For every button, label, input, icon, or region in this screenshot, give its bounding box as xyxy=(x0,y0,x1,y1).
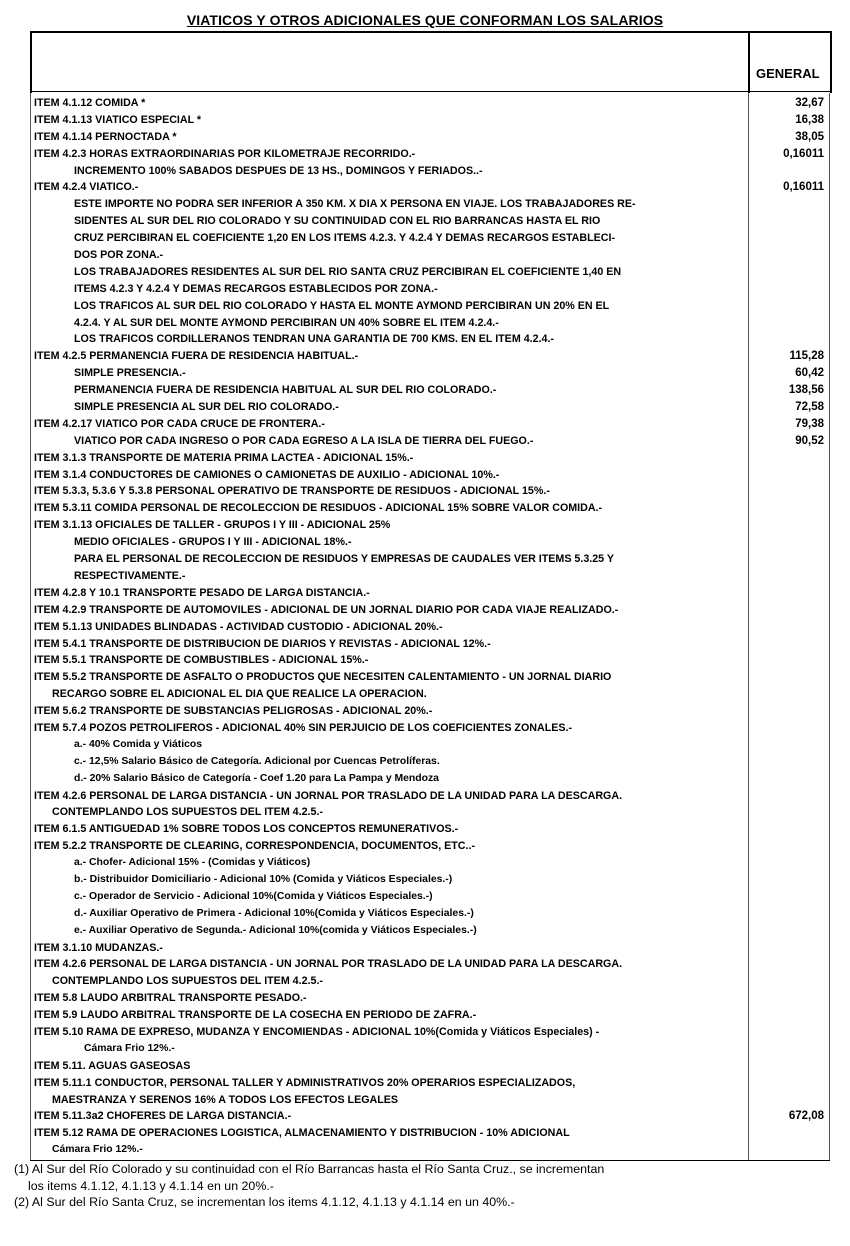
row-description: d.- Auxiliar Operativo de Primera - Adicional 10%(Comida y Viáticos Especiales.-) xyxy=(74,907,474,919)
page-title: VIATICOS Y OTROS ADICIONALES QUE CONFORMAN LOS SALARIOS xyxy=(186,12,664,28)
table-row xyxy=(30,112,830,129)
table-row xyxy=(30,1075,830,1092)
row-description: ITEM 5.12 RAMA DE OPERACIONES LOGISTICA, ALMACENAMIENTO Y DISTRIBUCION - 10% ADICIONAL xyxy=(34,1127,570,1140)
row-value: 72,58 xyxy=(795,401,824,414)
row-description: ITEM 4.2.4 VIATICO.- xyxy=(34,181,139,194)
table-row xyxy=(30,771,830,788)
table-row xyxy=(30,720,830,737)
row-value: 0,16011 xyxy=(783,181,824,194)
table-row xyxy=(30,281,830,298)
header-divider xyxy=(748,31,750,93)
row-description: SIMPLE PRESENCIA.- xyxy=(74,367,186,380)
row-value: 16,38 xyxy=(795,113,824,126)
row-description: ESTE IMPORTE NO PODRA SER INFERIOR A 350 KM. X DIA X PERSONA EN VIAJE. LOS TRABAJADORES RE- xyxy=(74,198,636,211)
table-row xyxy=(30,568,830,585)
row-description: ITEM 5.11.3a2 CHOFERES DE LARGA DISTANCIA.- xyxy=(34,1110,292,1123)
row-description: ITEM 5.11. AGUAS GASEOSAS xyxy=(34,1059,191,1072)
table-row xyxy=(30,1041,830,1058)
table-row xyxy=(30,95,830,112)
table-row xyxy=(30,889,830,906)
table-row xyxy=(30,923,830,940)
row-value: 60,42 xyxy=(795,367,824,380)
table-row xyxy=(30,1007,830,1024)
row-description: ITEM 4.2.3 HORAS EXTRAORDINARIAS POR KILOMETRAJE RECORRIDO.- xyxy=(34,147,416,160)
table-row xyxy=(30,838,830,855)
row-description: RESPECTIVAMENTE.- xyxy=(74,569,186,582)
table-row xyxy=(30,855,830,872)
row-value: 90,52 xyxy=(795,434,824,447)
salary-table xyxy=(30,31,830,1161)
table-row xyxy=(30,163,830,180)
row-description: PARA EL PERSONAL DE RECOLECCION DE RESIDUOS Y EMPRESAS DE CAUDALES VER ITEMS 5.3.25 Y xyxy=(74,553,615,566)
table-row xyxy=(30,821,830,838)
row-description: LOS TRAFICOS AL SUR DEL RIO COLORADO Y HASTA EL MONTE AYMOND PERCIBIRAN UN 20% EN EL xyxy=(74,299,610,312)
table-row xyxy=(30,517,830,534)
row-value: 79,38 xyxy=(795,417,824,430)
table-row xyxy=(30,129,830,146)
table-row xyxy=(30,973,830,990)
table-row xyxy=(30,1142,830,1159)
row-description: ITEM 4.2.5 PERMANENCIA FUERA DE RESIDENCIA HABITUAL.- xyxy=(34,350,359,363)
table-row xyxy=(30,483,830,500)
footnote-2-line-1: (2) Al Sur del Río Santa Cruz, se incrementan los items 4.1.12, 4.1.13 y 4.1.14 en un 40%.- xyxy=(14,1195,515,1210)
row-description: LOS TRAFICOS CORDILLERANOS TENDRAN UNA GARANTIA DE 700 KMS. EN EL ITEM 4.2.4.- xyxy=(74,333,554,346)
row-value: 0,16011 xyxy=(783,147,824,160)
table-row xyxy=(30,872,830,889)
table-row xyxy=(30,585,830,602)
table-row xyxy=(30,365,830,382)
row-description: MEDIO OFICIALES - GRUPOS I Y III - ADICIONAL 18%.- xyxy=(74,536,352,549)
row-description: ITEM 3.1.13 OFICIALES DE TALLER - GRUPOS I Y III - ADICIONAL 25% xyxy=(34,519,391,532)
row-description: RECARGO SOBRE EL ADICIONAL EL DIA QUE REALICE LA OPERACION. xyxy=(52,688,427,701)
row-description: ITEM 5.2.2 TRANSPORTE DE CLEARING, CORRESPONDENCIA, DOCUMENTOS, ETC..- xyxy=(34,840,476,853)
table-row xyxy=(30,940,830,957)
table-row xyxy=(30,264,830,281)
row-description: Cámara Frio 12%.- xyxy=(52,1144,143,1156)
row-description: ITEM 4.2.8 Y 10.1 TRANSPORTE PESADO DE LARGA DISTANCIA.- xyxy=(34,586,370,599)
row-description: ITEM 6.1.5 ANTIGUEDAD 1% SOBRE TODOS LOS CONCEPTOS REMUNERATIVOS.- xyxy=(34,823,459,836)
table-row xyxy=(30,619,830,636)
table-row xyxy=(30,399,830,416)
table-row xyxy=(30,990,830,1007)
table-row xyxy=(30,196,830,213)
table-row xyxy=(30,433,830,450)
table-row xyxy=(30,906,830,923)
row-description: 4.2.4. Y AL SUR DEL MONTE AYMOND PERCIBIRAN UN 40% SOBRE EL ITEM 4.2.4.- xyxy=(74,316,499,329)
row-description: PERMANENCIA FUERA DE RESIDENCIA HABITUAL AL SUR DEL RIO COLORADO.- xyxy=(74,384,497,397)
table-row xyxy=(30,298,830,315)
row-description: ITEM 4.1.12 COMIDA * xyxy=(34,97,146,109)
row-description: SIDENTES AL SUR DEL RIO COLORADO Y SU CONTINUIDAD CON EL RIO BARRANCAS HASTA EL RIO xyxy=(74,215,601,228)
row-description: ITEM 5.4.1 TRANSPORTE DE DISTRIBUCION DE DIARIOS Y REVISTAS - ADICIONAL 12%.- xyxy=(34,637,491,650)
table-row xyxy=(30,467,830,484)
table-row xyxy=(30,382,830,399)
table-row xyxy=(30,331,830,348)
table-row xyxy=(30,686,830,703)
table-body xyxy=(30,95,830,1159)
table-row xyxy=(30,247,830,264)
table-row xyxy=(30,703,830,720)
table-row xyxy=(30,788,830,805)
column-header-general: GENERAL xyxy=(756,66,820,81)
table-row xyxy=(30,213,830,230)
table-row xyxy=(30,348,830,365)
row-description: c.- Operador de Servicio - Adicional 10%(Comida y Viáticos Especiales.-) xyxy=(74,890,433,902)
row-description: ITEM 5.5.1 TRANSPORTE DE COMBUSTIBLES - ADICIONAL 15%.- xyxy=(34,654,369,667)
table-row xyxy=(30,804,830,821)
row-value: 32,67 xyxy=(795,97,824,109)
row-description: ITEM 4.2.17 VIATICO POR CADA CRUCE DE FRONTERA.- xyxy=(34,417,325,430)
table-row xyxy=(30,669,830,686)
row-description: ITEM 5.3.11 COMIDA PERSONAL DE RECOLECCION DE RESIDUOS - ADICIONAL 15% SOBRE VALOR COMIDA.- xyxy=(34,502,603,515)
row-description: ITEM 5.9 LAUDO ARBITRAL TRANSPORTE DE LA COSECHA EN PERIODO DE ZAFRA.- xyxy=(34,1009,477,1022)
row-description: a.- 40% Comida y Viáticos xyxy=(74,738,203,750)
table-row xyxy=(30,534,830,551)
row-description: ITEM 5.6.2 TRANSPORTE DE SUBSTANCIAS PELIGROSAS - ADICIONAL 20%.- xyxy=(34,705,433,718)
table-row xyxy=(30,551,830,568)
footnote-1-line-1: (1) Al Sur del Río Colorado y su continuidad con el Río Barrancas hasta el Río Santa Cruz., se incrementan xyxy=(14,1162,605,1176)
row-description: ITEM 5.11.1 CONDUCTOR, PERSONAL TALLER Y ADMINISTRATIVOS 20% OPERARIOS ESPECIALIZADOS, xyxy=(34,1076,576,1089)
row-description: ITEM 4.2.6 PERSONAL DE LARGA DISTANCIA - UN JORNAL POR TRASLADO DE LA UNIDAD PARA LA DESCARGA. xyxy=(34,958,623,971)
row-value: 672,08 xyxy=(788,1110,824,1123)
table-row xyxy=(30,1125,830,1142)
row-description: ITEM 5.7.4 POZOS PETROLIFEROS - ADICIONAL 40% SIN PERJUICIO DE LOS COEFICIENTES ZONALES.- xyxy=(34,721,573,734)
row-description: SIMPLE PRESENCIA AL SUR DEL RIO COLORADO.- xyxy=(74,401,339,414)
row-value: 138,56 xyxy=(788,384,824,397)
table-row xyxy=(30,737,830,754)
footnote-1-line-2: los items 4.1.12, 4.1.13 y 4.1.14 en un 20%.- xyxy=(28,1178,274,1193)
row-description: DOS POR ZONA.- xyxy=(74,249,164,262)
row-description: MAESTRANZA Y SERENOS 16% A TODOS LOS EFECTOS LEGALES xyxy=(52,1093,399,1106)
table-row xyxy=(30,636,830,653)
row-description: c.- 12,5% Salario Básico de Categoría. Adicional por Cuencas Petrolíferas. xyxy=(74,755,440,767)
row-description: Cámara Frio 12%.- xyxy=(84,1042,175,1054)
row-value: 38,05 xyxy=(795,130,824,143)
table-row xyxy=(30,450,830,467)
table-row xyxy=(30,652,830,669)
table-row xyxy=(30,315,830,332)
row-description: CRUZ PERCIBIRAN EL COEFICIENTE 1,20 EN LOS ITEMS 4.2.3. Y 4.2.4 Y DEMAS RECARGOS ESTABLECI- xyxy=(74,232,616,245)
table-row xyxy=(30,146,830,163)
row-description: CONTEMPLANDO LOS SUPUESTOS DEL ITEM 4.2.5.- xyxy=(52,806,323,819)
footnotes xyxy=(14,1161,834,1211)
row-description: ITEMS 4.2.3 Y 4.2.4 Y DEMAS RECARGOS ESTABLECIDOS POR ZONA.- xyxy=(74,282,438,295)
row-description: ITEM 3.1.4 CONDUCTORES DE CAMIONES O CAMIONETAS DE AUXILIO - ADICIONAL 10%.- xyxy=(34,468,500,481)
table-row xyxy=(30,602,830,619)
row-value: 115,28 xyxy=(789,350,824,363)
table-row xyxy=(30,956,830,973)
row-description: ITEM 5.3.3, 5.3.6 Y 5.3.8 PERSONAL OPERATIVO DE TRANSPORTE DE RESIDUOS - ADICIONAL 15%.- xyxy=(34,485,550,498)
row-description: LOS TRABAJADORES RESIDENTES AL SUR DEL RIO SANTA CRUZ PERCIBIRAN EL COEFICIENTE 1,40 EN xyxy=(74,265,622,278)
table-header-box xyxy=(30,31,832,93)
row-description: VIATICO POR CADA INGRESO O POR CADA EGRESO A LA ISLA DE TIERRA DEL FUEGO.- xyxy=(74,434,534,447)
row-description: ITEM 3.1.3 TRANSPORTE DE MATERIA PRIMA LACTEA - ADICIONAL 15%.- xyxy=(34,451,414,464)
table-row xyxy=(30,230,830,247)
row-description: e.- Auxiliar Operativo de Segunda.- Adicional 10%(comida y Viáticos Especiales.-) xyxy=(74,924,477,936)
table-row xyxy=(30,1058,830,1075)
row-description: ITEM 4.2.9 TRANSPORTE DE AUTOMOVILES - ADICIONAL DE UN JORNAL DIARIO POR CADA VIAJE REALIZADO.- xyxy=(34,603,619,616)
row-description: d.- 20% Salario Básico de Categoría - Coef 1.20 para La Pampa y Mendoza xyxy=(74,772,439,784)
row-description: b.- Distribuidor Domiciliario - Adicional 10% (Comida y Viáticos Especiales.-) xyxy=(74,873,453,885)
row-description: ITEM 3.1.10 MUDANZAS.- xyxy=(34,941,163,954)
table-row xyxy=(30,754,830,771)
table-row xyxy=(30,416,830,433)
row-description: ITEM 5.10 RAMA DE EXPRESO, MUDANZA Y ENCOMIENDAS - ADICIONAL 10%(Comida y Viáticos Especiales) - xyxy=(34,1025,600,1038)
row-description: ITEM 5.1.13 UNIDADES BLINDADAS - ACTIVIDAD CUSTODIO - ADICIONAL 20%.- xyxy=(34,620,443,633)
header-separator xyxy=(30,91,830,92)
table-row xyxy=(30,500,830,517)
table-row xyxy=(30,1024,830,1041)
row-description: a.- Chofer- Adicional 15% - (Comidas y Viáticos) xyxy=(74,857,311,869)
row-description: ITEM 4.1.13 VIATICO ESPECIAL * xyxy=(34,113,202,126)
table-row xyxy=(30,1108,830,1125)
table-row xyxy=(30,1092,830,1109)
row-description: ITEM 4.2.6 PERSONAL DE LARGA DISTANCIA - UN JORNAL POR TRASLADO DE LA UNIDAD PARA LA DESCARGA. xyxy=(34,789,623,802)
row-description: CONTEMPLANDO LOS SUPUESTOS DEL ITEM 4.2.5.- xyxy=(52,975,323,988)
table-row xyxy=(30,179,830,196)
row-description: ITEM 4.1.14 PERNOCTADA * xyxy=(34,130,177,143)
row-description: ITEM 5.5.2 TRANSPORTE DE ASFALTO O PRODUCTOS QUE NECESITEN CALENTAMIENTO - UN JORNAL DIARIO xyxy=(34,671,612,684)
row-description: ITEM 5.8 LAUDO ARBITRAL TRANSPORTE PESADO.- xyxy=(34,992,307,1005)
row-description: INCREMENTO 100% SABADOS DESPUES DE 13 HS., DOMINGOS Y FERIADOS..- xyxy=(74,164,483,177)
